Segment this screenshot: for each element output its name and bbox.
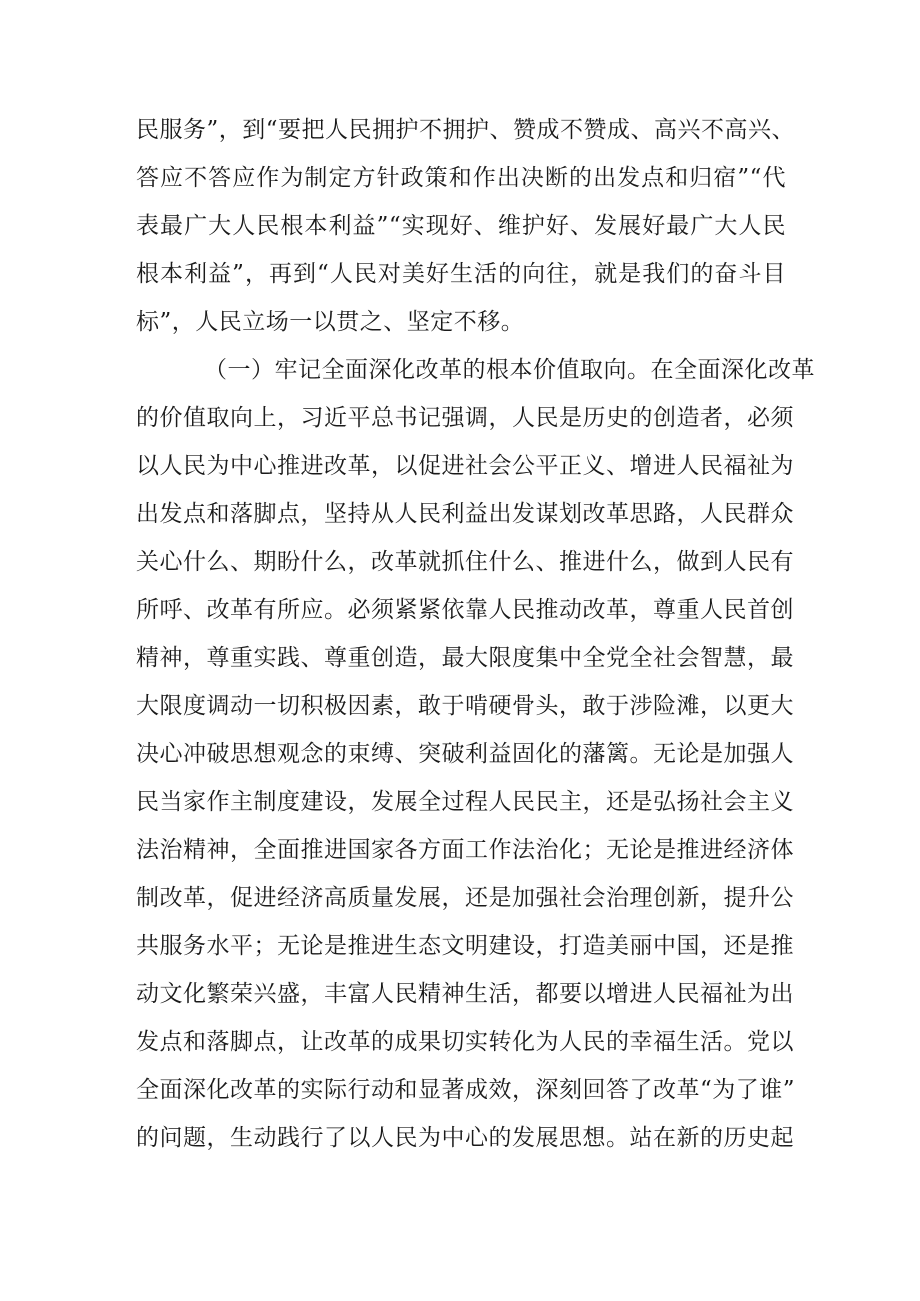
text-line: 的价值取向上，习近平总书记强调，人民是历史的创造者，必须 — [136, 405, 794, 431]
text-line: 关心什么、期盼什么，改革就抓住什么、推进什么，做到人民有 — [136, 549, 794, 575]
text-line: 全面深化改革的实际行动和显著成效，深刻回答了改革“为了谁” — [136, 1077, 796, 1103]
text-line: 的问题，生动践行了以人民为中心的发展思想。站在新的历史起 — [136, 1125, 794, 1151]
text-line: 标”，人民立场一以贯之、坚定不移。 — [136, 309, 525, 335]
text-line: 答应不答应作为制定方针政策和作出决断的出发点和归宿”“代 — [136, 165, 786, 191]
text-line: 根本利益”，再到“人民对美好生活的向往，就是我们的奋斗目 — [136, 261, 786, 287]
text-line: 共服务水平；无论是推进生态文明建设，打造美丽中国，还是推 — [136, 933, 794, 959]
text-line: 出发点和落脚点，坚持从人民利益出发谋划改革思路，人民群众 — [136, 501, 794, 527]
text-line: 大限度调动一切积极因素，敢于啃硬骨头，敢于涉险滩，以更大 — [136, 693, 794, 719]
text-line: 发点和落脚点，让改革的成果切实转化为人民的幸福生活。党以 — [136, 1029, 794, 1055]
text-line: 制改革，促进经济高质量发展，还是加强社会治理创新，提升公 — [136, 885, 794, 911]
text-line: 所呼、改革有所应。必须紧紧依靠人民推动改革，尊重人民首创 — [136, 597, 794, 623]
text-line: 以人民为中心推进改革，以促进社会公平正义、增进人民福祉为 — [136, 453, 794, 479]
text-line: 民当家作主制度建设，发展全过程人民民主，还是弘扬社会主义 — [136, 789, 794, 815]
text-line: 法治精神，全面推进国家各方面工作法治化；无论是推进经济体 — [136, 837, 794, 863]
text-line: 表最广大人民根本利益”“实现好、维护好、发展好最广大人民 — [136, 213, 786, 239]
section-heading-line: （一）牢记全面深化改革的根本价值取向。在全面深化改革 — [204, 357, 815, 383]
text-line: 动文化繁荣兴盛，丰富人民精神生活，都要以增进人民福祉为出 — [136, 981, 794, 1007]
text-line: 决心冲破思想观念的束缚、突破利益固化的藩篱。无论是加强人 — [136, 741, 794, 767]
text-line: 民服务”，到“要把人民拥护不拥护、赞成不赞成、高兴不高兴、 — [136, 117, 796, 143]
text-line: 精神，尊重实践、尊重创造，最大限度集中全党全社会智慧，最 — [136, 645, 794, 671]
